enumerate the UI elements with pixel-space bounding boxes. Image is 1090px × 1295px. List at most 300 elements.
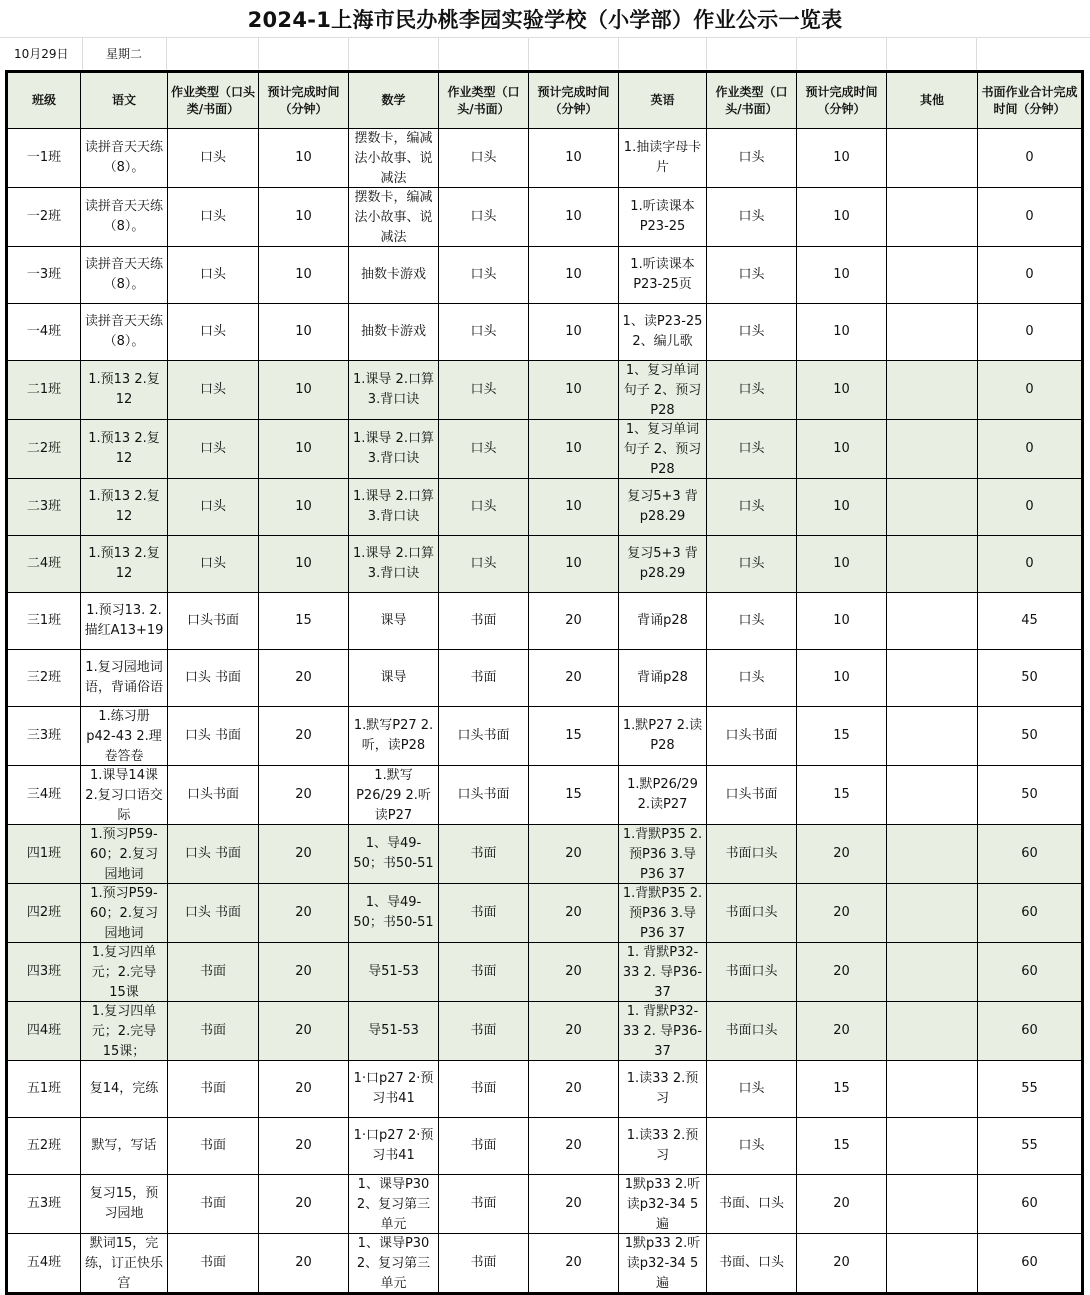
cell-text: 20 [565, 670, 582, 685]
table-cell [168, 129, 259, 188]
table-cell [707, 884, 797, 943]
cell-text: 导51-53 [368, 1023, 419, 1038]
cell-text: 0 [1025, 382, 1034, 397]
table-row [7, 420, 1083, 479]
table-cell [81, 1002, 168, 1061]
cell-text: 1.默写P26/29 2.听读P27 [356, 768, 431, 823]
cell-text: 书面 [199, 1196, 226, 1211]
cell-text: 口头 [738, 499, 765, 514]
table-row [7, 943, 1083, 1002]
cell-text: 课导 [380, 670, 407, 685]
class-name-cell [7, 1175, 81, 1234]
cell-text: 抽数卡游戏 [360, 267, 426, 282]
cell-text: 1.预13 2.复12 [88, 546, 160, 581]
cell-text: 口头 [470, 499, 497, 514]
table-cell [168, 650, 259, 707]
grid-line [796, 38, 797, 70]
table-cell [349, 1234, 439, 1294]
cell-text: 10 [833, 613, 850, 628]
cell-text: 50 [1021, 787, 1038, 802]
table-cell [529, 1002, 619, 1061]
table-cell [707, 1175, 797, 1234]
cell-text: 口头 [738, 150, 765, 165]
header-cell: 作业类型（口头/书面） [707, 72, 797, 129]
cell-text: 五1班 [26, 1081, 62, 1096]
table-cell [887, 1002, 978, 1061]
table-cell [168, 361, 259, 420]
table-cell [797, 825, 887, 884]
cell-text: 读拼音天天练（8）。 [84, 140, 163, 175]
table-cell [887, 536, 978, 593]
table-cell [707, 129, 797, 188]
cell-text: 1.读33 2.预习 [626, 1128, 699, 1163]
table-cell [349, 650, 439, 707]
cell-text: 0 [1025, 556, 1034, 571]
table-cell [529, 1175, 619, 1234]
cell-text: 口头 书面 [184, 905, 242, 920]
table-cell [259, 593, 349, 650]
table-cell [529, 1118, 619, 1175]
table-cell [887, 247, 978, 304]
cell-text: 20 [833, 846, 850, 861]
cell-text: 书面 [470, 905, 497, 920]
cell-text: 0 [1025, 441, 1034, 456]
cell-text: 口头 [738, 1138, 765, 1153]
cell-text: 书面、口头 [718, 1255, 784, 1270]
cell-text: 口头 [738, 324, 765, 339]
cell-text: 10 [295, 267, 312, 282]
cell-text: 课导 [380, 613, 407, 628]
table-cell [619, 884, 707, 943]
cell-text: 10 [565, 499, 582, 514]
date-label: 10月29日 [14, 47, 69, 61]
table-cell [168, 536, 259, 593]
table-cell [887, 1118, 978, 1175]
table-cell [168, 1002, 259, 1061]
cell-text: 1.预13 2.复12 [88, 372, 160, 407]
table-cell [259, 1118, 349, 1175]
table-cell [349, 1002, 439, 1061]
table-cell [439, 650, 529, 707]
cell-text: 口头 书面 [184, 846, 242, 861]
table-cell [439, 707, 529, 766]
table-cell [349, 304, 439, 361]
header-cell: 语文 [81, 72, 168, 129]
table-cell [707, 943, 797, 1002]
table-cell [797, 707, 887, 766]
date-row [0, 38, 1090, 70]
table-cell [349, 536, 439, 593]
cell-text: 1.课导14课 2.复习口语交际 [85, 768, 163, 823]
table-cell [349, 247, 439, 304]
grid-line [528, 38, 529, 70]
table-row [7, 650, 1083, 707]
table-cell [439, 766, 529, 825]
table-cell [978, 247, 1083, 304]
cell-text: 10 [295, 499, 312, 514]
table-cell [707, 361, 797, 420]
table-cell [529, 593, 619, 650]
cell-text: 默词15，完练，订正快乐宫 [84, 1236, 163, 1291]
cell-text: 10 [565, 324, 582, 339]
table-cell [81, 1175, 168, 1234]
table-cell [168, 943, 259, 1002]
table-cell [887, 825, 978, 884]
cell-text: 书面 [470, 1196, 497, 1211]
table-cell [797, 766, 887, 825]
table-cell [707, 1061, 797, 1118]
table-row [7, 479, 1083, 536]
cell-text: 45 [1021, 613, 1038, 628]
cell-text: 10 [565, 267, 582, 282]
class-name-cell [7, 650, 81, 707]
cell-text: 背诵p28 [637, 613, 688, 628]
table-cell [797, 188, 887, 247]
table-cell [259, 247, 349, 304]
table-cell [978, 304, 1083, 361]
table-cell [349, 707, 439, 766]
cell-text: 二1班 [26, 382, 62, 397]
table-cell [168, 1061, 259, 1118]
table-cell [529, 420, 619, 479]
table-cell [168, 479, 259, 536]
cell-text: 1.复习四单元；2.完导15课 [91, 945, 157, 1000]
cell-text: 1.抽读字母卡片 [623, 140, 702, 175]
table-cell [887, 304, 978, 361]
table-cell [978, 188, 1083, 247]
table-cell [707, 304, 797, 361]
cell-text: 摆数卡，编减法小故事、说减法 [354, 190, 433, 245]
table-cell [887, 943, 978, 1002]
table-cell [619, 420, 707, 479]
cell-text: 15 [565, 787, 582, 802]
cell-text: 1默p33 2.听读p32-34 5遍 [624, 1177, 701, 1232]
table-cell [349, 1118, 439, 1175]
table-cell [439, 884, 529, 943]
cell-text: 复14，完练 [89, 1081, 159, 1096]
table-cell [81, 1118, 168, 1175]
cell-text: 1. 背默P32-33 2. 导P36-37 [622, 1004, 703, 1059]
table-row [7, 1118, 1083, 1175]
table-cell [81, 1234, 168, 1294]
class-name-cell [7, 825, 81, 884]
cell-text: 20 [565, 1081, 582, 1096]
cell-text: 导51-53 [368, 964, 419, 979]
cell-text: 书面 [470, 1255, 497, 1270]
cell-text: 10 [833, 441, 850, 456]
class-name-cell [7, 943, 81, 1002]
cell-text: 20 [295, 1196, 312, 1211]
table-cell [259, 1061, 349, 1118]
cell-text: 书面 [470, 613, 497, 628]
table-cell [619, 129, 707, 188]
cell-text: 一3班 [26, 267, 62, 282]
cell-text: 口头书面 [725, 787, 778, 802]
cell-text: 口头 [470, 150, 497, 165]
cell-text: 1. 背默P32-33 2. 导P36-37 [622, 945, 703, 1000]
class-name-cell [7, 420, 81, 479]
table-cell [978, 536, 1083, 593]
cell-text: 15 [833, 728, 850, 743]
table-cell [349, 188, 439, 247]
header-row [7, 72, 1083, 129]
grid-line [706, 38, 707, 70]
table-cell [619, 1118, 707, 1175]
table-cell [707, 766, 797, 825]
table-cell [619, 825, 707, 884]
table-cell [707, 825, 797, 884]
cell-text: 口头 [199, 267, 226, 282]
cell-text: 五2班 [26, 1138, 62, 1153]
table-cell [168, 1118, 259, 1175]
cell-text: 15 [295, 613, 312, 628]
cell-text: 复习5+3 背p28.29 [627, 546, 698, 581]
grid-line [0, 37, 1090, 38]
table-cell [797, 1002, 887, 1061]
class-name-cell [7, 593, 81, 650]
cell-text: 四4班 [26, 1023, 62, 1038]
cell-text: 书面、口头 [718, 1196, 784, 1211]
table-cell [978, 1118, 1083, 1175]
table-row [7, 1234, 1083, 1294]
table-cell [619, 593, 707, 650]
cell-text: 口头 [738, 209, 765, 224]
cell-text: 复习5+3 背p28.29 [627, 489, 698, 524]
table-cell [529, 707, 619, 766]
header-cell: 预计完成时间（分钟） [529, 72, 619, 129]
header-cell: 作业类型（口头类/书面） [168, 72, 259, 129]
table-cell [168, 247, 259, 304]
table-cell [529, 536, 619, 593]
cell-text: 60 [1021, 1023, 1038, 1038]
table-row [7, 884, 1083, 943]
table-cell [349, 1061, 439, 1118]
header-cell: 书面作业合计完成时间（分钟） [978, 72, 1083, 129]
cell-text: 口头 [738, 670, 765, 685]
table-cell [619, 1061, 707, 1118]
table-cell [529, 247, 619, 304]
cell-text: 五3班 [26, 1196, 62, 1211]
grid-line [976, 38, 977, 70]
table-cell [529, 943, 619, 1002]
table-cell [978, 593, 1083, 650]
class-name-cell [7, 884, 81, 943]
table-cell [797, 1234, 887, 1294]
table-cell [978, 1234, 1083, 1294]
class-name-cell [7, 304, 81, 361]
table-cell [797, 943, 887, 1002]
cell-text: 口头 [738, 382, 765, 397]
table-cell [707, 188, 797, 247]
cell-text: 书面口头 [725, 1023, 778, 1038]
cell-text: 1、导49-50；书50-51 [353, 836, 434, 871]
cell-text: 口头 [738, 1081, 765, 1096]
table-cell [619, 650, 707, 707]
cell-text: 10 [565, 441, 582, 456]
table-cell [81, 361, 168, 420]
table-cell [619, 943, 707, 1002]
homework-table [5, 70, 1084, 1295]
table-cell [619, 536, 707, 593]
table-cell [81, 943, 168, 1002]
cell-text: 60 [1021, 1196, 1038, 1211]
header-cell: 预计完成时间（分钟） [259, 72, 349, 129]
cell-text: 20 [565, 1023, 582, 1038]
table-row [7, 825, 1083, 884]
table-cell [259, 361, 349, 420]
cell-text: 1.课导 2.口算 3.背口诀 [353, 372, 434, 407]
class-name-cell [7, 188, 81, 247]
table-cell [797, 1061, 887, 1118]
cell-text: 口头 [470, 441, 497, 456]
table-cell [529, 1234, 619, 1294]
table-cell [439, 361, 529, 420]
cell-text: 口头 [199, 150, 226, 165]
cell-text: 10 [833, 670, 850, 685]
header-cell: 英语 [619, 72, 707, 129]
cell-text: 口头 [470, 382, 497, 397]
cell-text: 书面 [470, 846, 497, 861]
table-cell [978, 766, 1083, 825]
table-cell [168, 420, 259, 479]
header-cell: 数学 [349, 72, 439, 129]
cell-text: 60 [1021, 846, 1038, 861]
table-cell [619, 361, 707, 420]
cell-text: 口头 书面 [184, 670, 242, 685]
table-cell [707, 420, 797, 479]
table-cell [887, 650, 978, 707]
cell-text: 1·口p27 2·预习书41 [353, 1128, 434, 1163]
table-cell [707, 479, 797, 536]
class-name-cell [7, 247, 81, 304]
cell-text: 20 [295, 1081, 312, 1096]
cell-text: 10 [833, 267, 850, 282]
cell-text: 20 [295, 846, 312, 861]
cell-text: 20 [295, 1023, 312, 1038]
class-name-cell [7, 479, 81, 536]
cell-text: 20 [295, 670, 312, 685]
table-row [7, 1061, 1083, 1118]
table-cell [529, 361, 619, 420]
table-cell [978, 825, 1083, 884]
table-row [7, 361, 1083, 420]
cell-text: 20 [833, 1023, 850, 1038]
table-cell [707, 650, 797, 707]
cell-text: 20 [295, 905, 312, 920]
table-cell [349, 766, 439, 825]
cell-text: 10 [295, 382, 312, 397]
cell-text: 书面 [199, 1255, 226, 1270]
table-cell [259, 707, 349, 766]
class-name-cell [7, 361, 81, 420]
table-cell [887, 1234, 978, 1294]
cell-text: 10 [833, 150, 850, 165]
table-cell [81, 650, 168, 707]
cell-text: 口头 [470, 556, 497, 571]
cell-text: 20 [833, 1196, 850, 1211]
class-name-cell [7, 766, 81, 825]
cell-text: 书面 [470, 1023, 497, 1038]
cell-text: 书面口头 [725, 905, 778, 920]
table-cell [707, 593, 797, 650]
cell-text: 1.默P26/29 2.读P27 [627, 777, 698, 812]
grid-line [886, 38, 887, 70]
cell-text: 读拼音天天练（8）。 [84, 314, 163, 349]
table-cell [797, 650, 887, 707]
cell-text: 1、复习单词句子 2、预习 P28 [623, 422, 702, 477]
table-cell [259, 129, 349, 188]
class-name-cell [7, 1002, 81, 1061]
grid-line [348, 38, 349, 70]
cell-text: 1.预13 2.复12 [88, 431, 160, 466]
table-cell [797, 247, 887, 304]
table-row [7, 247, 1083, 304]
cell-text: 1.复习园地词语，背诵俗语 [84, 660, 163, 695]
cell-text: 20 [295, 1138, 312, 1153]
table-cell [978, 361, 1083, 420]
cell-text: 书面 [470, 964, 497, 979]
table-row [7, 1175, 1083, 1234]
cell-text: 0 [1025, 324, 1034, 339]
table-cell [168, 593, 259, 650]
table-cell [259, 884, 349, 943]
cell-text: 四1班 [26, 846, 62, 861]
table-cell [439, 304, 529, 361]
table-cell [797, 1118, 887, 1175]
cell-text: 1.复习四单元；2.完导15课； [91, 1004, 157, 1059]
cell-text: 书面 [470, 670, 497, 685]
grid-line [258, 38, 259, 70]
cell-text: 书面 [470, 1081, 497, 1096]
table-cell [887, 361, 978, 420]
cell-text: 读拼音天天练（8）。 [84, 257, 163, 292]
cell-text: 1、读P23-25 2、编儿歌 [622, 314, 703, 349]
table-cell [168, 707, 259, 766]
cell-text: 默写，写话 [91, 1138, 157, 1153]
cell-text: 口头 [199, 209, 226, 224]
cell-text: 0 [1025, 150, 1034, 165]
cell-text: 10 [565, 556, 582, 571]
table-cell [259, 536, 349, 593]
table-cell [81, 304, 168, 361]
cell-text: 二4班 [26, 556, 62, 571]
cell-text: 1.预习P59-60；2.复习园地词 [90, 886, 158, 941]
table-cell [81, 188, 168, 247]
cell-text: 1.练习册p42-43 2.理卷答卷 [86, 709, 162, 764]
cell-text: 1、课导P30 2、复习第三单元 [356, 1236, 431, 1291]
table-cell [349, 884, 439, 943]
table-cell [168, 884, 259, 943]
cell-text: 10 [295, 209, 312, 224]
table-cell [529, 129, 619, 188]
cell-text: 1.读33 2.预习 [626, 1071, 699, 1106]
table-cell [619, 304, 707, 361]
table-cell [887, 188, 978, 247]
cell-text: 三4班 [26, 787, 62, 802]
cell-text: 20 [565, 1255, 582, 1270]
cell-text: 10 [833, 382, 850, 397]
cell-text: 20 [565, 613, 582, 628]
table-cell [529, 884, 619, 943]
cell-text: 0 [1025, 267, 1034, 282]
cell-text: 口头 [470, 324, 497, 339]
cell-text: 书面 [199, 1138, 226, 1153]
table-cell [81, 479, 168, 536]
table-cell [887, 766, 978, 825]
cell-text: 60 [1021, 1255, 1038, 1270]
cell-text: 四2班 [26, 905, 62, 920]
table-cell [978, 943, 1083, 1002]
